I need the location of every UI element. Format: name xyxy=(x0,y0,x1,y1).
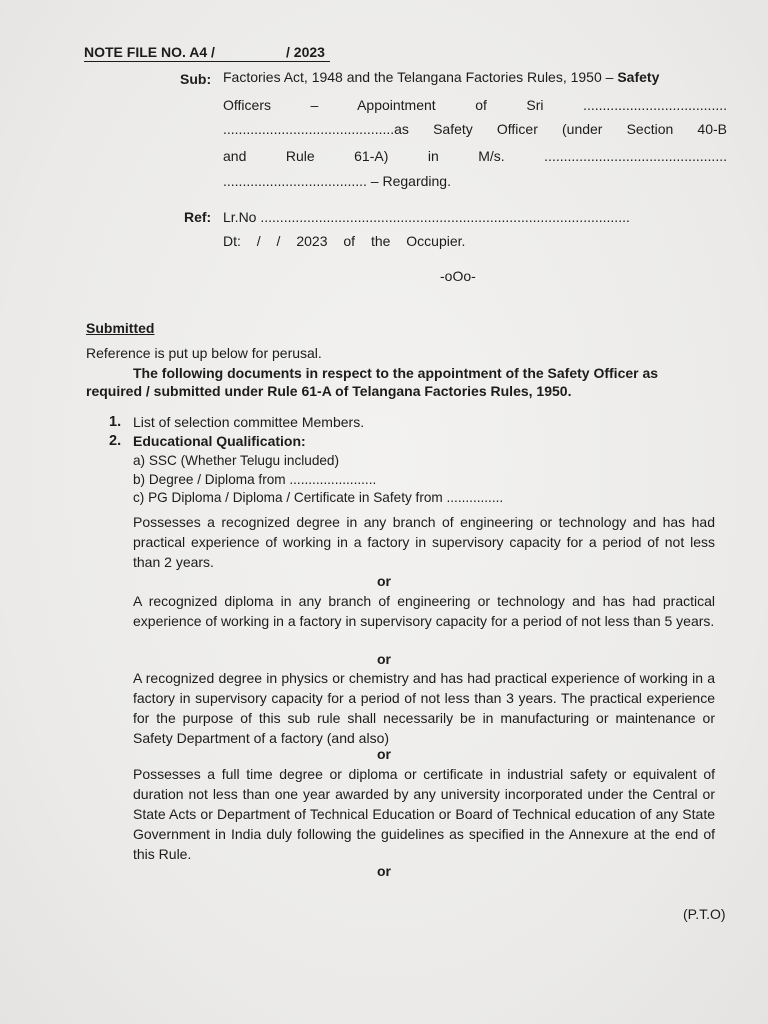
qualification-paragraph: A recognized diploma in any branch of engineering or technology and has had practical experience of working in a factory in supervisory capacity for a period of not less than 5 years. xyxy=(133,593,715,629)
note-file-year: / 2023 xyxy=(286,44,325,60)
submitted-heading: Submitted xyxy=(86,320,155,336)
pto-label: (P.T.O) xyxy=(683,906,726,922)
separator: -oOo- xyxy=(440,268,476,284)
qualification-paragraph: Possesses a full time degree or diploma or certificate in industrial safety or equivalent of duration not less than one year awarded by any university incorporated under the Central or State Acts or Department of Technical Education or Board of Technical education of any State Government in India duly following the guidelines as specified in the Annexure at the end of this Rule. xyxy=(133,766,715,862)
or-separator: or xyxy=(377,863,391,879)
subject-line-1-text: Factories Act, 1948 and the Telangana Factories Rules, 1950 – xyxy=(223,69,614,85)
sub-item: a) SSC (Whether Telugu included) xyxy=(133,453,340,468)
sub-item: b) Degree / Diploma from ....................... xyxy=(133,472,377,487)
subject-line-1 xyxy=(223,69,727,85)
subject-line-1-bold: Safety xyxy=(617,69,660,85)
qualification-paragraph: Possesses a recognized degree in any branch of engineering or technology and has had practical experience of working in a factory in supervisory capacity for a period of not less than 2 years. xyxy=(133,514,715,570)
or-separator: or xyxy=(377,573,391,589)
list-item: List of selection committee Members. xyxy=(133,414,365,430)
qualification-paragraph: A recognized degree in physics or chemistry and has had practical experience of working in a factory in supervisory capacity for a period of not less than 3 years. The practical experience for the purpose of this sub rule shall necessarily be in manufacturing or maintenance or Safety Department of a factory (and also) xyxy=(133,670,715,746)
or-separator: or xyxy=(377,746,391,762)
reference-line-2: Dt: / / 2023 of the Occupier. xyxy=(223,233,466,249)
documents-heading-line-1: The following documents in respect to the appointment of the Safety Officer as xyxy=(133,365,659,381)
reference-label: Ref: xyxy=(184,209,212,225)
subject-line-3: ............................................as Safety Officer (under Section 40-B xyxy=(223,121,727,137)
subject-line-4: and Rule 61-A) in M/s. ............................................... xyxy=(223,148,727,164)
subject-label: Sub: xyxy=(180,71,212,87)
sub-item: c) PG Diploma / Diploma / Certificate in Safety from ............... xyxy=(133,490,504,505)
reference-line-1: Lr.No ............................................................................................... xyxy=(223,209,630,225)
list-item-number: 2. xyxy=(109,433,122,449)
note-file-label: NOTE FILE NO. A4 / xyxy=(84,44,215,60)
or-separator: or xyxy=(377,651,391,667)
intro-text: Reference is put up below for perusal. xyxy=(86,345,322,361)
list-item-number: 1. xyxy=(109,414,122,430)
note-file-number xyxy=(84,44,330,62)
list-item: Educational Qualification: xyxy=(133,433,306,449)
subject-line-2: Officers – Appointment of Sri ..................................... xyxy=(223,97,727,113)
documents-heading-line-2: required / submitted under Rule 61-A of Telangana Factories Rules, 1950. xyxy=(86,383,572,399)
subject-line-5: ..................................... – Regarding. xyxy=(223,173,451,189)
